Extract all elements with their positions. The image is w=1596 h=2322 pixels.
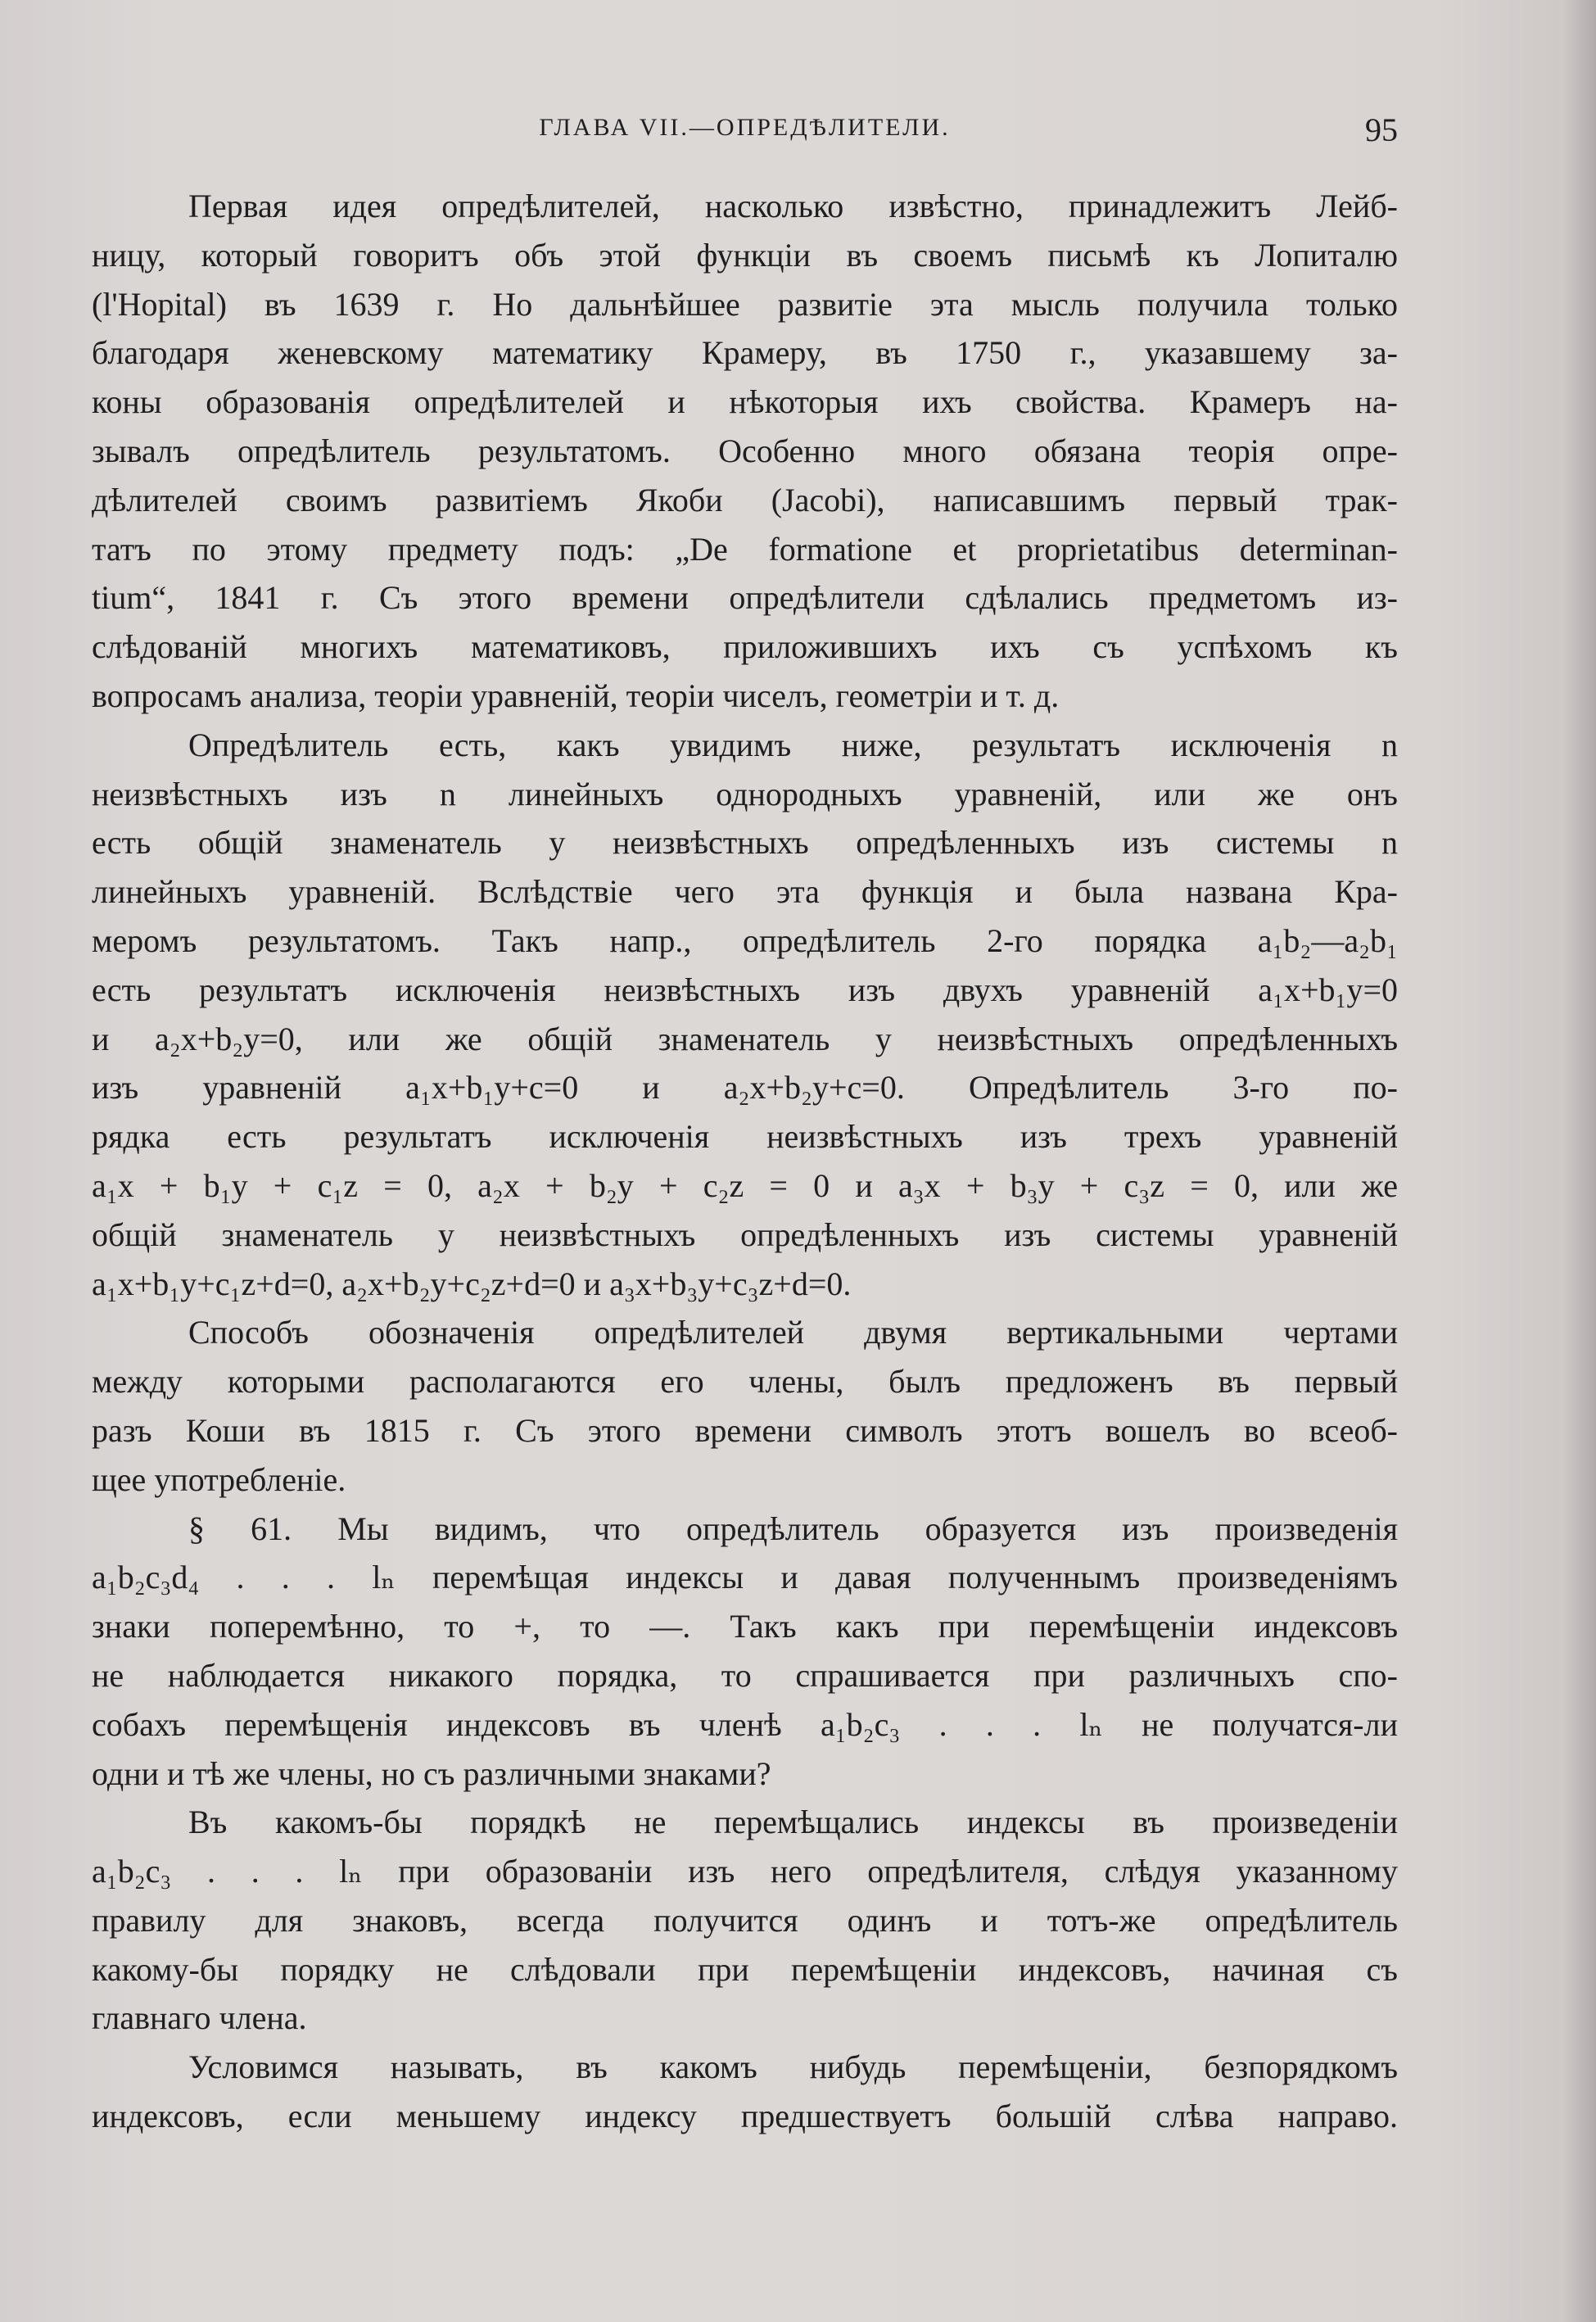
text-line: щее употребленіе.	[92, 1460, 346, 1498]
text-line: разъ Коши въ 1815 г. Съ этого времени символъ этотъ вошелъ во всеоб-	[92, 1411, 1398, 1449]
page-edge-shadow	[1563, 0, 1596, 2322]
text-line: ницу, который говоритъ объ этой функціи въ своемъ письмѣ къ Лопиталю	[92, 236, 1398, 274]
text-line: слѣдованій многихъ математиковъ, приложившихъ ихъ съ успѣхомъ къ	[92, 628, 1398, 666]
text-line: неизвѣстныхъ изъ n линейныхъ однородныхъ уравненій, или же онъ	[92, 775, 1398, 812]
text-line: линейныхъ уравненій. Вслѣдствіе чего эта функція и была названа Кра-	[92, 873, 1398, 911]
text-line: между которыми располагаются его члены, былъ предложенъ въ первый	[92, 1363, 1398, 1401]
text-line: татъ по этому предмету подъ: „De formatione et proprietatibus determinan-	[92, 530, 1398, 568]
text-line: и a₂x+b₂y=0, или же общій знаменатель у неизвѣстныхъ опредѣленныхъ	[92, 1020, 1398, 1057]
running-head: ГЛАВА VII.—ОПРЕДѢЛИТЕЛИ.	[539, 114, 951, 141]
page-header	[92, 111, 1398, 152]
text-line: a₁x+b₁y+c₁z+d=0, a₂x+b₂y+c₂z+d=0 и a₃x+b₃y+c₃z+d=0.	[92, 1265, 852, 1302]
text-line: вопросамъ анализа, теоріи уравненій, теоріи чиселъ, геометріи и т. д.	[92, 677, 1060, 714]
text-line: a₁b₂c₃ . . . lₙ при образованіи изъ него опредѣлителя, слѣдуя указанному	[92, 1853, 1398, 1890]
text-line: есть общій знаменатель у неизвѣстныхъ опредѣленныхъ изъ системы n	[92, 824, 1398, 862]
text-line: не наблюдается никакого порядка, то спрашивается при различныхъ спо-	[92, 1656, 1398, 1694]
text-line: a₁b₂c₃d₄ . . . lₙ перемѣщая индексы и давая полученнымъ произведеніямъ	[92, 1559, 1398, 1596]
text-line: общій знаменатель у неизвѣстныхъ опредѣленныхъ изъ системы уравненій	[92, 1215, 1398, 1253]
text-line: знаки поперемѣнно, то +, то —. Такъ какъ при перемѣщеніи индексовъ	[92, 1608, 1398, 1645]
text-line: индексовъ, если меньшему индексу предшествуетъ большій слѣва направо.	[92, 2098, 1398, 2135]
text-line: дѣлителей своимъ развитіемъ Якоби (Jacobi), написавшимъ первый трак-	[92, 481, 1398, 518]
text-line: (l'Hopital) въ 1639 г. Но дальнѣйшее развитіе эта мысль получила только	[92, 285, 1398, 323]
text-line: коны образованія опредѣлителей и нѣкоторыя ихъ свойства. Крамеръ на-	[92, 383, 1398, 421]
text-line: Условимся называть, въ какомъ нибудь перемѣщеніи, безпорядкомъ	[188, 2048, 1398, 2086]
text-line: Способъ обозначенія опредѣлителей двумя вертикальными чертами	[188, 1314, 1398, 1351]
page-number: 95	[1365, 111, 1398, 148]
text-line: одни и тѣ же члены, но съ различными знаками?	[92, 1754, 771, 1792]
text-line: § 61. Мы видимъ, что опредѣлитель образуется изъ произведенія	[188, 1510, 1398, 1547]
text-line: Первая идея опредѣлителей, насколько извѣстно, принадлежитъ Лейб-	[188, 188, 1398, 224]
text-line: главнаго члена.	[92, 1999, 307, 2037]
text-line: tium“, 1841 г. Съ этого времени опредѣлители сдѣлались предметомъ из-	[92, 579, 1398, 617]
text-line: благодаря женевскому математику Крамеру, въ 1750 г., указавшему за-	[92, 334, 1398, 372]
text-line: a₁x + b₁y + c₁z = 0, a₂x + b₂y + c₂z = 0 и a₃x + b₃y + c₃z = 0, или же	[92, 1166, 1398, 1204]
text-line: Въ какомъ-бы порядкѣ не перемѣщались индексы въ произведеніи	[188, 1804, 1398, 1841]
text-line: изъ уравненій a₁x+b₁y+c=0 и a₂x+b₂y+c=0. Опредѣлитель 3-го по-	[92, 1069, 1398, 1107]
text-line: собахъ перемѣщенія индексовъ въ членѣ a₁b₂c₃ . . . lₙ не получатся-ли	[92, 1705, 1398, 1743]
text-line: есть результатъ исключенія неизвѣстныхъ изъ двухъ уравненій a₁x+b₁y=0	[92, 971, 1398, 1008]
text-line: зывалъ опредѣлитель результатомъ. Особенно много обязана теорія опре-	[92, 432, 1398, 469]
text-line: меромъ результатомъ. Такъ напр., опредѣлитель 2-го порядка a₁b₂—a₂b₁	[92, 921, 1398, 959]
text-line: правилу для знаковъ, всегда получится одинъ и тотъ-же опредѣлитель	[92, 1901, 1398, 1939]
text-line: Опредѣлитель есть, какъ увидимъ ниже, результатъ исключенія n	[188, 726, 1398, 763]
body-text	[92, 182, 1398, 2141]
text-line: рядка есть результатъ исключенія неизвѣстныхъ изъ трехъ уравненій	[92, 1118, 1398, 1156]
text-line: какому-бы порядку не слѣдовали при перемѣщеніи индексовъ, начиная съ	[92, 1950, 1398, 1988]
